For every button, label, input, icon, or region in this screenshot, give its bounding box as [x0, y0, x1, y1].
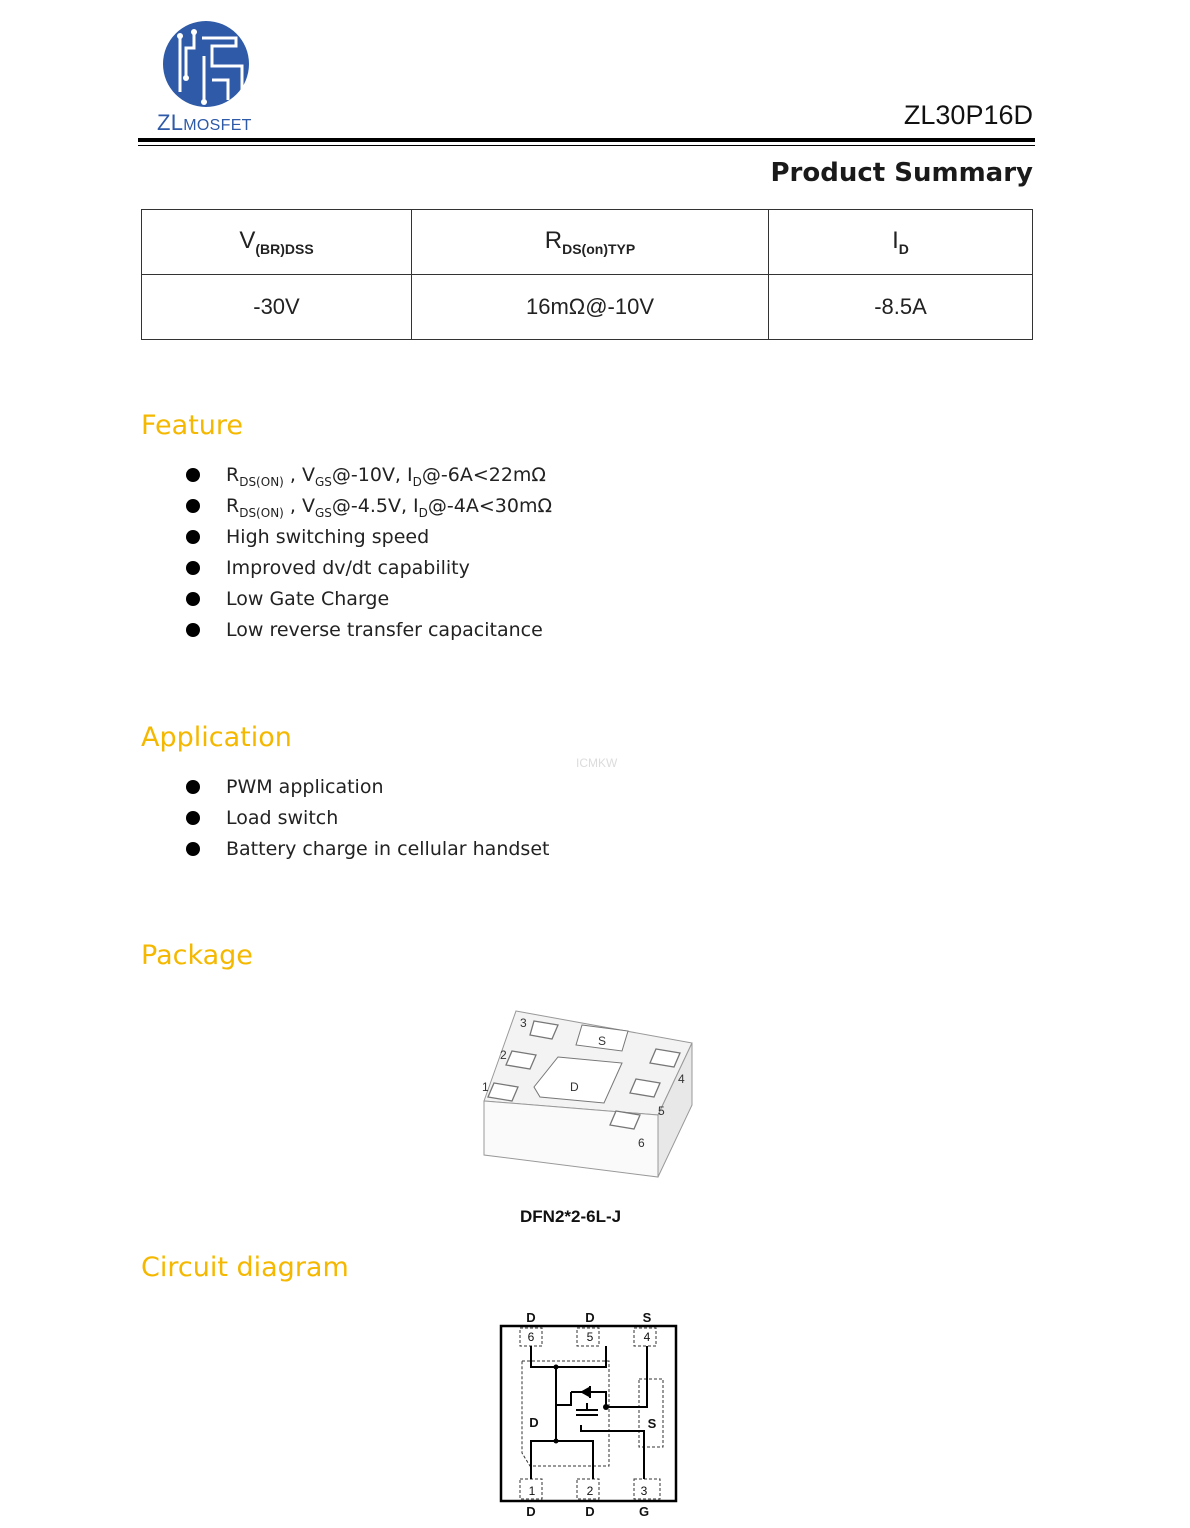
application-title: Application [141, 722, 292, 753]
pad-s-label: S [598, 1034, 607, 1048]
pin-label-4: 4 [678, 1072, 685, 1086]
pin-number-5: 5 [586, 1330, 594, 1344]
logo-wordmark: ZLMOSFET [157, 110, 252, 135]
table-row [142, 275, 1033, 340]
pin-label-5: 5 [658, 1104, 665, 1118]
circuit-diagram [496, 1307, 682, 1519]
list-item: Battery charge in cellular handset [186, 836, 549, 867]
top-label-s: S [642, 1310, 652, 1325]
pad-d-label: D [570, 1080, 579, 1094]
header-rule [138, 138, 1035, 142]
value-vbrdss: -30V [142, 275, 412, 340]
application-list [186, 774, 549, 867]
pin-label-3: 3 [520, 1016, 527, 1030]
circuit-diagram-title: Circuit diagram [141, 1252, 349, 1283]
list-item: Load switch [186, 805, 549, 836]
list-item: High switching speed [186, 524, 552, 555]
table-header-row [142, 210, 1033, 275]
pin-label-6: 6 [638, 1136, 645, 1150]
region-d-label: D [529, 1415, 539, 1430]
list-item: Improved dv/dt capability [186, 555, 552, 586]
bottom-label-g: G [638, 1504, 650, 1519]
bullet-icon [186, 780, 200, 794]
pin-number-4: 4 [643, 1330, 651, 1344]
list-item: $R_{DS(ON)}$ , $V_{GS}@-10V$, $I_D@-6A<22m\Omega$ [186, 462, 552, 493]
part-number: ZL30P16D [903, 100, 1033, 130]
header-rule-thin [138, 145, 1035, 146]
product-summary-table [141, 209, 1033, 340]
bottom-label-d1: D [526, 1504, 536, 1519]
list-item: Low Gate Charge [186, 586, 552, 617]
header-id: $I_D$ [769, 210, 1033, 275]
bullet-icon [186, 811, 200, 825]
product-summary-title: Product Summary [770, 158, 1033, 188]
bullet-icon [186, 592, 200, 606]
pin-number-1: 1 [528, 1484, 536, 1498]
feature-title: Feature [141, 410, 244, 441]
bullet-icon [186, 623, 200, 637]
list-item: $R_{DS(ON)}$ , $V_{GS}@-4.5V$, $I_D@-4A<30m\Omega$ [186, 493, 552, 524]
value-id: -8.5A [769, 275, 1033, 340]
bullet-icon [186, 561, 200, 575]
pin-number-6: 6 [527, 1330, 535, 1344]
bottom-label-d2: D [585, 1504, 595, 1519]
header-vbrdss: $V_{(BR)DSS}$ [142, 210, 412, 275]
pin-label-1: 1 [482, 1080, 489, 1094]
list-item: Low reverse transfer capacitance [186, 617, 552, 648]
package-caption: DFN2*2-6L-J [520, 1207, 622, 1226]
pin-number-2: 2 [586, 1484, 594, 1498]
package-title: Package [141, 940, 253, 971]
bullet-icon [186, 842, 200, 856]
watermark-text: ICMKW [576, 756, 618, 770]
pin-label-2: 2 [500, 1048, 507, 1062]
top-label-d2: D [585, 1310, 595, 1325]
top-label-d1: D [526, 1310, 536, 1325]
region-s-label: S [647, 1416, 657, 1431]
dfn-package-drawing [478, 1005, 700, 1187]
value-rdson: 16mΩ@-10V [412, 275, 769, 340]
header-rdson: $R_{DS(on)TYP}$ [412, 210, 769, 275]
bullet-icon [186, 499, 200, 513]
list-item: PWM application [186, 774, 549, 805]
pin-number-3: 3 [640, 1484, 648, 1498]
bullet-icon [186, 530, 200, 544]
feature-list [186, 462, 552, 648]
bullet-icon [186, 468, 200, 482]
